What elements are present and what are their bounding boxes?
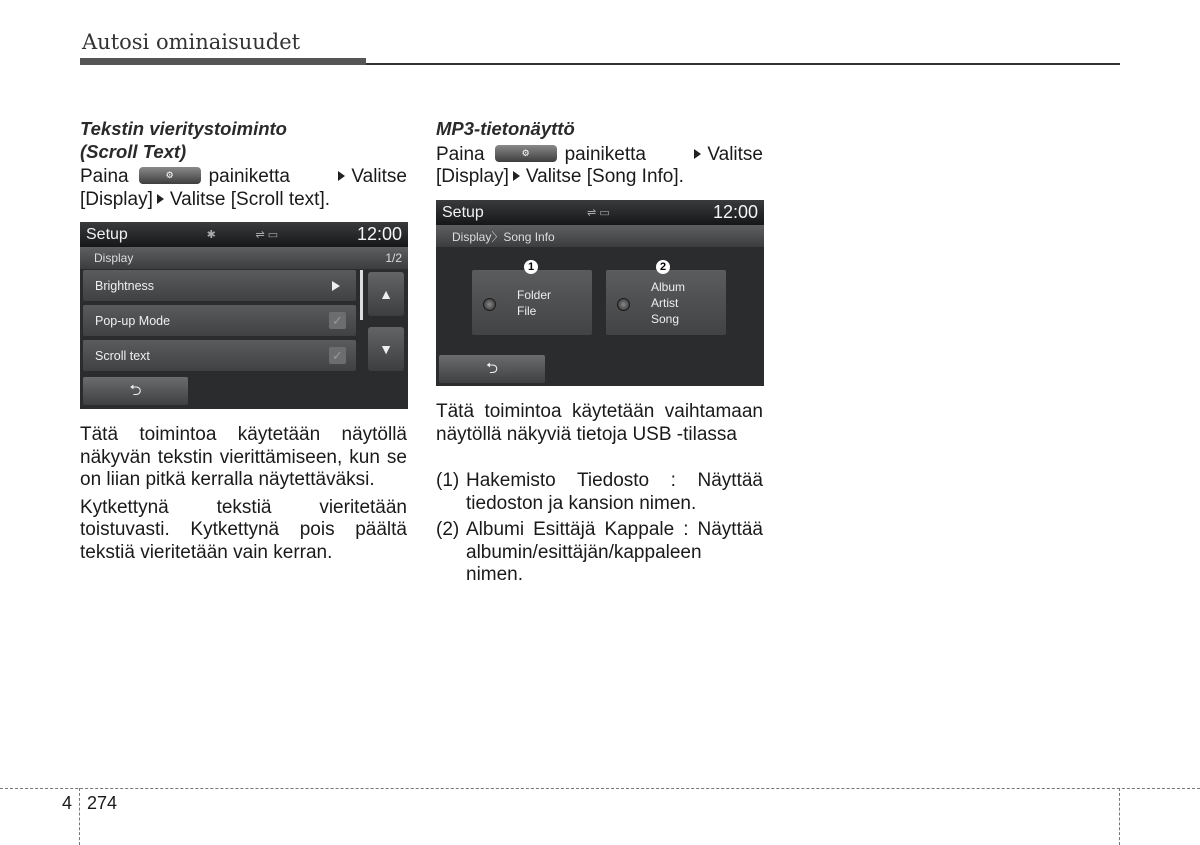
triangle-right-icon: [513, 171, 520, 181]
instr-painiketta: painiketta: [208, 166, 290, 187]
usb-icon: ⇌: [255, 229, 265, 241]
screen-title: Setup: [86, 225, 128, 243]
checkbox-icon[interactable]: ✓: [329, 312, 346, 329]
right-column: [436, 118, 763, 189]
battery-icon: ▭: [599, 207, 610, 219]
option-album-artist-song[interactable]: [606, 270, 726, 335]
right-text: [436, 401, 763, 587]
callout-badge-2: 2: [656, 260, 670, 274]
checkbox-icon[interactable]: ✓: [329, 347, 346, 364]
play-arrow-icon: [332, 281, 340, 291]
option-line: Song: [651, 312, 680, 326]
instruction-line1: [436, 144, 763, 167]
section-heading-mp3: MP3-tietonäyttö: [436, 118, 575, 139]
instruction-line2: [80, 189, 407, 212]
section-heading-line2: (Scroll Text): [80, 140, 187, 162]
option-lines: [517, 287, 551, 319]
triangle-right-icon: [694, 149, 701, 159]
callout-badge-1: 1: [524, 260, 538, 274]
triangle-right-icon: [338, 171, 345, 181]
status-icons: [207, 228, 279, 241]
status-icons: [587, 206, 610, 219]
up-arrow-icon: ▲: [379, 286, 393, 302]
left-paragraph-2: Kytkettynä tekstiä vieritetään toistuvasti. Kytkettynä pois päältä tekstiä vieritetään vain kerran.: [80, 496, 407, 563]
screen-subtitle: Display〉Song Info: [452, 229, 555, 244]
list-text: Albumi Esittäjä Kappale : Näyttää albumin/esittäjän/kappaleen nimen.: [466, 519, 763, 585]
page-indicator: 1/2: [385, 251, 402, 265]
list-number: (2): [436, 519, 460, 540]
instr-display: [Display]: [80, 188, 153, 210]
screen-title: Setup: [442, 203, 484, 221]
left-text: [80, 424, 407, 564]
screen-song-info: [436, 200, 764, 386]
instr-valitse-scroll: Valitse [Scroll text].: [169, 188, 331, 210]
gear-icon: ⚙: [521, 147, 530, 158]
section-heading-line1: Tekstin vieritystoiminto: [80, 118, 287, 139]
option-line: File: [517, 304, 537, 318]
instr-paina: Paina: [436, 143, 485, 165]
page-number: 274: [87, 793, 118, 813]
list-item: [436, 470, 763, 515]
menu-item-label: Scroll text: [95, 348, 150, 363]
menu-item-popup-mode[interactable]: [83, 305, 356, 336]
footer-divider: [79, 788, 80, 845]
radio-button[interactable]: [617, 298, 630, 311]
footer-divider: [1119, 788, 1120, 845]
back-button[interactable]: [439, 355, 545, 383]
screen-subtitle: Display: [94, 251, 134, 265]
header-rule: [366, 63, 1120, 65]
menu-item-label: Pop-up Mode: [95, 313, 171, 328]
list-item: [436, 519, 763, 587]
menu-item-scroll-text[interactable]: [83, 340, 356, 371]
chapter-number: 4: [62, 793, 73, 813]
back-arrow-icon: ⮌: [129, 382, 142, 399]
header-bar: [80, 58, 366, 65]
instr-display: [Display]: [436, 166, 509, 187]
instr-valitse-song: Valitse [Song Info].: [525, 166, 684, 187]
section-heading: [80, 118, 407, 163]
right-paragraph-1: Tätä toimintoa käytetään vaihtamaan näytöllä näkyviä tietoja USB -tilassa: [436, 401, 763, 445]
screen-subtitle-bar: [80, 247, 408, 269]
left-column: [80, 118, 407, 211]
option-lines: [651, 279, 685, 327]
battery-icon: ▭: [267, 229, 279, 241]
scroll-down-button[interactable]: [368, 327, 404, 371]
screen-subtitle-bar: [436, 225, 764, 247]
left-paragraph-1: Tätä toimintoa käytetään näytöllä näkyvän tekstin vierittämiseen, kun se on liian pitkä kerralla näytettäväksi.: [80, 424, 407, 490]
setup-button-icon: [139, 167, 201, 184]
gear-icon: ⚙: [165, 170, 174, 180]
instr-paina: Paina: [80, 166, 129, 187]
screen-status-bar: [436, 200, 764, 225]
instruction-line2: [436, 166, 763, 189]
menu-item-brightness[interactable]: [83, 270, 356, 301]
usb-icon: ⇌: [587, 207, 597, 219]
scrollbar-thumb[interactable]: [360, 270, 363, 320]
menu-item-label: Brightness: [95, 278, 155, 293]
instr-valitse: Valitse: [351, 166, 407, 187]
triangle-right-icon: [157, 194, 164, 204]
option-line: Album: [651, 280, 686, 294]
instruction-line1: [80, 166, 407, 189]
option-line: Artist: [651, 296, 679, 310]
bluetooth-icon: ✱: [206, 229, 216, 241]
radio-button[interactable]: [483, 298, 496, 311]
list-number: (1): [436, 470, 460, 491]
screen-clock: 12:00: [712, 202, 758, 222]
screen-setup-display: [80, 222, 408, 409]
instr-painiketta: painiketta: [564, 143, 646, 165]
setup-button-icon: [495, 145, 557, 162]
instr-valitse: Valitse: [707, 143, 763, 165]
option-folder-file[interactable]: [472, 270, 592, 335]
page-header-title: Autosi ominaisuudet: [82, 30, 301, 54]
footer-rule: [0, 788, 1200, 789]
screen-status-bar: [80, 222, 408, 247]
scroll-up-button[interactable]: [368, 272, 404, 316]
back-arrow-icon: ⮌: [485, 360, 498, 377]
option-line: Folder: [517, 288, 552, 302]
screen-clock: 12:00: [356, 224, 402, 244]
back-button[interactable]: [83, 377, 188, 405]
down-arrow-icon: ▼: [379, 341, 393, 357]
list-text: Hakemisto Tiedosto : Näyttää tiedoston ja kansion nimen.: [466, 470, 763, 514]
